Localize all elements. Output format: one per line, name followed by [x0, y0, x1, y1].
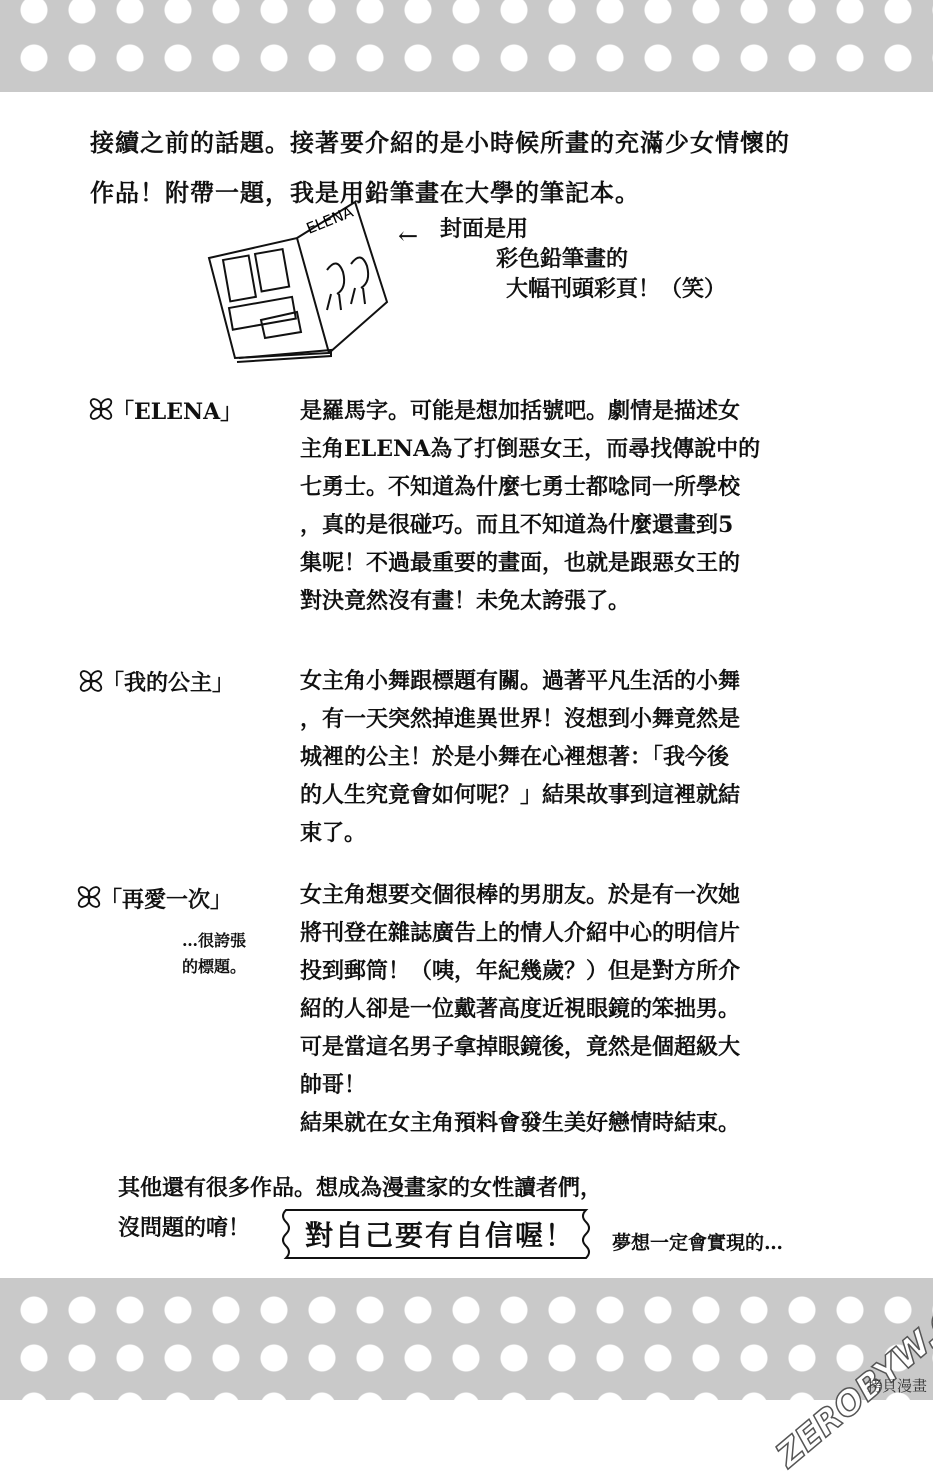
balloon-text: 對自己要有自信喔！ — [305, 1219, 576, 1252]
polka-dot-border-bottom — [0, 1278, 933, 1400]
sketch-note — [440, 214, 726, 304]
description-line: 紹的人卻是一位戴著高度近視眼鏡的笨拙男。 — [300, 996, 741, 1022]
description-line: 結果就在女主角預料會發生美好戀情時結束。 — [300, 1110, 741, 1136]
work-description-my-princess — [300, 662, 840, 852]
arrow-left-icon: ← — [398, 222, 419, 250]
flower-bullet-icon — [88, 396, 114, 422]
description-line: 女主角想要交個很棒的男朋友。於是有一次她 — [300, 882, 741, 908]
subnote-line: 的標題。 — [181, 957, 246, 976]
description-line: 對決竟然沒有畫！未免太誇張了。 — [300, 588, 631, 614]
description-line: 可是當這名男子拿掉眼鏡後，竟然是個超級大 — [300, 1034, 741, 1060]
closing-line: 沒問題的唷！ — [118, 1215, 251, 1241]
subnote-line: …很誇張 — [181, 931, 246, 950]
sketch-note-line: 封面是用 — [440, 216, 529, 242]
description-line: 城裡的公主！於是小舞在心裡想著：「我今後 — [300, 744, 730, 770]
intro-text — [90, 118, 850, 218]
description-line: 主角ELENA為了打倒惡女王，而尋找傳說中的 — [300, 436, 761, 462]
closing-line: 其他還有很多作品。想成為漫畫家的女性讀者們， — [118, 1175, 603, 1201]
work-title-subnote — [160, 928, 246, 980]
intro-line: 作品！附帶一題，我是用鉛筆畫在大學的筆記本。 — [90, 178, 640, 207]
work-description-love-again — [300, 876, 840, 1142]
credit-text: 拷貝漫畫 — [866, 1377, 927, 1395]
description-line: 帥哥！ — [300, 1072, 367, 1098]
sketch-note-line: 大幅刊頭彩頁！（笑） — [506, 276, 727, 302]
description-line: 將刊登在雜誌廣告上的情人介紹中心的明信片 — [300, 920, 741, 946]
sketch-note-line: 彩色鉛筆畫的 — [496, 246, 629, 272]
description-line: 是羅馬字。可能是想加括號吧。劇情是描述女 — [300, 398, 741, 424]
polka-dot-border-top — [0, 0, 933, 92]
work-title-elena: 「ELENA」 — [112, 399, 243, 425]
description-line: 束了。 — [300, 820, 367, 846]
work-description-elena — [300, 392, 840, 620]
work-title-my-princess: 「我的公主」 — [102, 670, 235, 696]
description-line: 投到郵筒！（咦，年紀幾歲？）但是對方所介 — [300, 958, 741, 984]
description-line: ，真的是很碰巧。而且不知道為什麼還畫到5 — [300, 512, 734, 538]
closing-tail-text: 夢想一定會實現的… — [612, 1232, 784, 1254]
notebook-sketch-illustration — [205, 198, 390, 363]
description-line: 的人生究竟會如何呢？」結果故事到這裡就結 — [300, 782, 741, 808]
work-title-love-again: 「再愛一次」 — [100, 887, 233, 913]
intro-line: 接續之前的話題。接著要介紹的是小時候所畫的充滿少女情懷的 — [90, 128, 790, 157]
description-line: 女主角小舞跟標題有關。過著平凡生活的小舞 — [300, 668, 741, 694]
sketch-cover-word: ELENA — [303, 202, 356, 238]
description-line: 七勇士。不知道為什麼七勇士都唸同一所學校 — [300, 474, 741, 500]
description-line: ，有一天突然掉進異世界！沒想到小舞竟然是 — [300, 706, 741, 732]
flower-bullet-icon — [76, 884, 102, 910]
flower-bullet-icon — [78, 668, 104, 694]
description-line: 集呢！不過最重要的畫面，也就是跟惡女王的 — [300, 550, 741, 576]
